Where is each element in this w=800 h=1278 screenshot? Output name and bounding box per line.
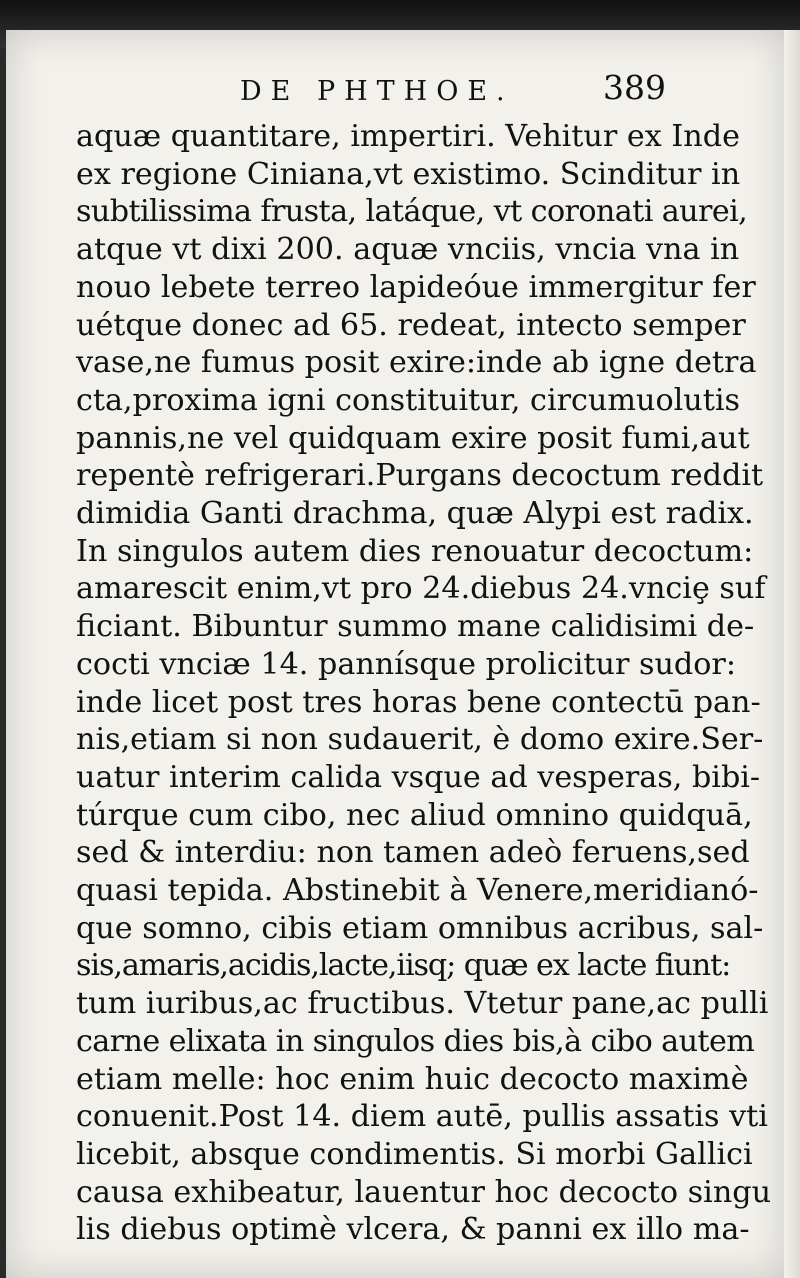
text-line: ficiant. Bibuntur summo mane calidisimi de- (76, 609, 755, 645)
running-head-title: DE PHTHOE. (240, 76, 514, 107)
text-line: uatur interim calida vsque ad vesperas, bibi- (76, 759, 761, 795)
page-number: 389 (603, 68, 666, 107)
text-line: licebit, absque condimentis. Si morbi Gallici (76, 1136, 753, 1172)
text-line: vase,ne fumus posit exire:inde ab igne detra (76, 345, 757, 381)
text-line: cta,proxima igni constituitur, circumuolutis (76, 382, 740, 418)
text-line: uétque donec ad 65. redeat, intecto semper (76, 307, 746, 343)
text-line: pannis,ne vel quidquam exire posit fumi,aut (76, 420, 750, 456)
text-line: lis diebus optimè vlcera, & panni ex illo ma- (76, 1212, 750, 1248)
body-text (76, 118, 772, 1249)
book-page (6, 30, 786, 1278)
text-line: tum iuribus,ac fructibus. Vtetur pane,ac pulli (76, 986, 769, 1022)
text-line: aquæ quantitare, impertiri. Vehitur ex Inde (76, 119, 740, 154)
text-line: atque vt dixi 200. aquæ vnciis, vncia vna in (76, 232, 740, 268)
text-line: ex regione Ciniana,vt existimo. Scinditur in (76, 156, 741, 192)
text-line: repentè refrigerari.Purgans decoctum reddit (76, 458, 764, 494)
text-line: causa exhibeatur, lauentur hoc decocto singu (76, 1174, 772, 1210)
page-edge-shadow (784, 30, 800, 1278)
text-line: dimidia Ganti drachma, quæ Alypi est radix. (76, 496, 754, 532)
text-line: sed & interdiu: non tamen adeò feruens,sed (76, 835, 750, 871)
text-line: quasi tepida. Abstinebit à Venere,meridianó- (76, 873, 759, 909)
text-line: carne elixata in singulos dies bis,à cibo autem (76, 1023, 755, 1059)
text-line: que somno, cibis etiam omnibus acribus, sal- (76, 910, 764, 946)
text-line: subtilissima frusta, latáque, vt coronati aurei, (76, 194, 748, 230)
text-line: cocti vnciæ 14. pannísque prolicitur sudor: (76, 646, 737, 682)
text-line: conuenit.Post 14. diem autē, pullis assatis vti (76, 1099, 768, 1135)
text-line: In singulos autem dies renouatur decoctum: (76, 533, 754, 569)
text-line: nis,etiam si non sudauerit, è domo exire.Ser- (76, 722, 764, 758)
text-line: inde licet post tres horas bene contectū pan- (76, 684, 761, 720)
text-line: túrque cum cibo, nec aliud omnino quidquā, (76, 797, 753, 833)
text-line: sis,amaris,acidis,lacte,iisq; quæ ex lacte fiunt: (76, 948, 731, 984)
text-line: etiam melle: hoc enim huic decocto maximè (76, 1061, 749, 1097)
text-line: amarescit enim,vt pro 24.diebus 24.vnciȩ suf (76, 571, 766, 607)
running-head (6, 68, 786, 118)
text-line: nouo lebete terreo lapideóue immergitur fer (76, 269, 756, 305)
